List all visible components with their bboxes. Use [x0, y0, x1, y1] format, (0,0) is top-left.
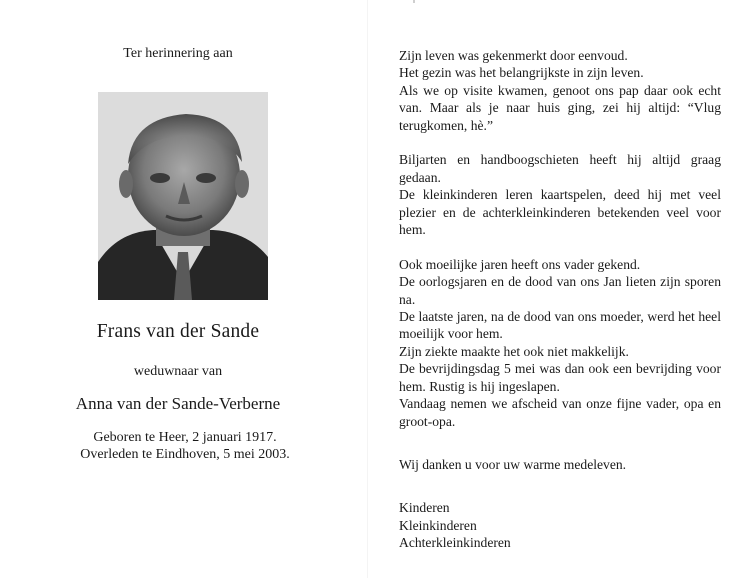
paragraph-line: Zijn ziekte maakte het ook niet makkelijk.: [399, 343, 629, 359]
thanks-text: Wij danken u voor uw warme medeleven.: [399, 456, 627, 472]
paragraph-2: [399, 151, 721, 238]
paragraph-line: De oorlogsjaren en de dood van ons Jan lieten zijn sporen na.: [399, 274, 721, 307]
paragraph-1: [399, 47, 721, 134]
left-panel: [0, 0, 367, 578]
spouse-name: Anna van der Sande-Verberne: [75, 394, 281, 413]
deceased-name: Frans van der Sande: [96, 321, 260, 342]
paragraph-line: De laatste jaren, na de dood van ons moeder, werd het heel moeilijk voor hem.: [399, 309, 721, 342]
death-line: Overleden te Eindhoven, 5 mei 2003.: [80, 447, 290, 462]
card-fold: [367, 0, 368, 578]
paragraph-line: Vandaag nemen we afscheid van onze fijne vader, opa en groot-opa.: [399, 396, 721, 429]
paragraph-line: Biljarten en handboogschieten heeft hij altijd graag gedaan.: [399, 152, 721, 185]
signature-line: Kinderen: [399, 500, 450, 516]
signature-line: Achterkleinkinderen: [399, 535, 511, 551]
life-dates: [0, 429, 370, 463]
print-speck: [413, 0, 415, 3]
relation-text: weduwnaar van: [133, 364, 223, 379]
signatures: [399, 499, 721, 551]
right-panel: [399, 47, 721, 552]
paragraph-line: De kleinkinderen leren kaartspelen, deed hij met veel plezier en de achterkleinkinderen betekenden veel voor hem.: [399, 187, 721, 238]
birth-line: Geboren te Heer, 2 januari 1917.: [93, 430, 277, 445]
portrait-photo: [98, 92, 268, 300]
intro-text: Ter herinnering aan: [123, 46, 233, 61]
paragraph-line: De bevrijdingsdag 5 mei was dan ook een bevrijding voor hem. Rustig is hij ingeslapen.: [399, 361, 721, 394]
portrait-illustration: [98, 92, 268, 300]
paragraph-line: Het gezin was het belangrijkste in zijn leven.: [399, 65, 644, 81]
paragraph-3: [399, 256, 721, 430]
signature-line: Kleinkinderen: [399, 517, 477, 533]
paragraph-line: Zijn leven was gekenmerkt door eenvoud.: [399, 48, 628, 63]
paragraph-line: Ook moeilijke jaren heeft ons vader gekend.: [399, 256, 641, 272]
paragraph-line: Als we op visite kwamen, genoot ons pap daar ook echt van. Maar als je naar huis ging, zei hij altijd: “Vlug terugkomen, hè.”: [399, 82, 721, 133]
